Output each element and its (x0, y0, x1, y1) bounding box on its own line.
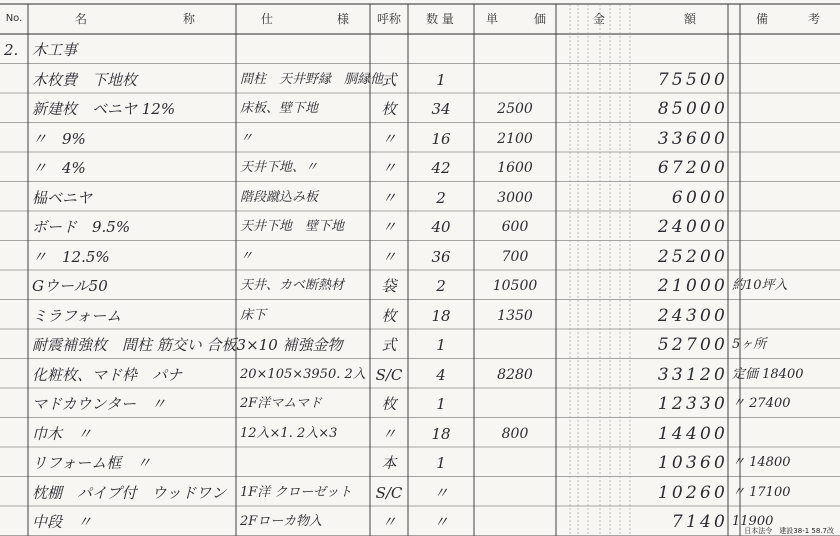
row-price: 3000 (497, 189, 533, 206)
row-note (732, 95, 838, 123)
row-amount (590, 36, 728, 64)
row-price (474, 449, 556, 477)
row-amount: 7140 (671, 512, 728, 532)
row-spec: 階段蹴込み板 (240, 189, 319, 205)
row-price (474, 479, 556, 507)
row-price (474, 36, 556, 64)
row-note (732, 184, 838, 212)
row-qty: 1 (436, 395, 446, 413)
row-amount: 33600 (657, 128, 728, 149)
row-price: 1350 (497, 307, 533, 324)
row-price: 700 (501, 248, 529, 265)
row-amount: 10260 (657, 482, 728, 503)
row-qty (408, 36, 474, 64)
row-spec: 〃 (240, 248, 254, 264)
row-unit: 〃 (381, 188, 397, 207)
row-amount: 21000 (657, 276, 728, 296)
row-no (4, 508, 28, 536)
row-note (732, 36, 838, 64)
row-price: 2100 (497, 130, 533, 147)
row-note: 約10坪入 (732, 278, 788, 293)
header-price-1: 単 (485, 12, 500, 26)
row-qty: 40 (431, 218, 451, 236)
row-qty: 34 (431, 100, 451, 118)
row-amount: 10360 (657, 453, 728, 473)
row-amount: 33120 (657, 364, 728, 385)
row-no (4, 272, 28, 300)
row-qty: 36 (431, 247, 451, 266)
row-qty: 42 (431, 159, 451, 177)
row-spec (240, 331, 368, 359)
row-name: 中段 〃 (32, 513, 93, 531)
row-name: 耐震補強枚 間柱 筋交い 合板3×10 補強金物 (32, 336, 343, 354)
row-spec: 2Fローカ物入 (240, 514, 323, 529)
header-spec-2: 様 (336, 12, 351, 26)
row-unit: 枚 (381, 100, 397, 118)
row-qty: 2 (436, 277, 446, 295)
row-note (732, 302, 838, 330)
row-no: 2. (4, 41, 19, 59)
row-qty: 16 (431, 129, 451, 148)
header-price-2: 価 (533, 12, 548, 26)
header-no: No. (5, 13, 23, 24)
row-spec: 12入×1. 2入×3 (240, 425, 338, 441)
row-no (4, 361, 28, 389)
row-no (4, 449, 28, 477)
row-amount: 85000 (657, 99, 728, 119)
row-name: 〃 4% (32, 159, 86, 177)
row-no (4, 95, 28, 123)
row-unit (370, 36, 408, 64)
row-name: 新建枚 ベニヤ 12% (32, 100, 176, 118)
row-qty: 2 (436, 188, 446, 207)
row-note (732, 125, 838, 153)
row-name: 巾木 〃 (32, 424, 93, 443)
row-no (4, 154, 28, 182)
row-name: 〃 12.5% (32, 247, 110, 266)
row-name: ボード 9.5% (32, 218, 131, 236)
row-unit: 枚 (381, 395, 397, 413)
row-amount: 52700 (657, 335, 728, 355)
row-name: 化粧枚、マド枠 パナ (32, 365, 183, 384)
row-qty: 1 (436, 336, 446, 354)
row-name: 〃 9% (32, 129, 86, 148)
row-qty: 〃 (433, 483, 449, 502)
header-name-1: 名 (74, 12, 89, 26)
row-note (732, 66, 838, 94)
row-no (4, 184, 28, 212)
row-spec (240, 449, 368, 477)
row-price: 8280 (497, 366, 533, 383)
row-unit: 本 (381, 454, 397, 472)
row-note (732, 243, 838, 271)
row-price (474, 508, 556, 536)
row-amount: 6000 (671, 187, 728, 208)
header-name-2: 称 (182, 12, 197, 26)
row-amount: 25200 (657, 246, 728, 267)
header-qty: 数 量 (426, 12, 454, 26)
row-price (474, 390, 556, 418)
header-amount-1: 金 (592, 12, 607, 26)
row-spec: 1F洋 クローゼット (240, 484, 352, 500)
row-name: 木枚費 下地枚 (32, 70, 138, 89)
row-spec (240, 36, 368, 64)
row-unit: S/C (375, 365, 403, 384)
row-amount: 24000 (657, 217, 728, 237)
row-spec: 2F洋マムマド (240, 396, 323, 411)
row-name: Gウール50 (32, 277, 108, 295)
row-spec: 天井下地、〃 (240, 160, 319, 175)
header-amount-2: 額 (683, 12, 698, 26)
row-qty: 18 (431, 306, 451, 325)
row-name: リフォーム框 〃 (32, 454, 152, 472)
row-unit: 枚 (381, 306, 397, 325)
row-qty: 18 (431, 424, 451, 443)
row-unit: 〃 (381, 218, 397, 236)
row-amount: 14400 (657, 423, 728, 444)
row-amount: 67200 (657, 158, 728, 178)
row-no (4, 243, 28, 271)
row-spec: 〃 (240, 130, 254, 146)
row-note: 〃 27400 (732, 396, 791, 411)
row-note (732, 154, 838, 182)
row-note: 〃 14800 (732, 455, 791, 470)
form-footer: 日本法令 建設38-1 58.7改 (744, 527, 834, 535)
row-no (4, 125, 28, 153)
row-unit: 袋 (381, 277, 397, 295)
row-no (4, 66, 28, 94)
row-amount: 12330 (657, 394, 728, 414)
row-unit: 式 (381, 336, 397, 354)
row-no (4, 331, 28, 359)
row-unit: 〃 (381, 513, 397, 531)
row-spec: 間柱 天井野縁 胴縁他 (240, 71, 384, 87)
row-price: 10500 (492, 278, 538, 294)
row-note: 11900 (732, 514, 774, 529)
header-note-2: 考 (807, 12, 822, 26)
row-no (4, 302, 28, 330)
header-spec-1: 仕 (260, 12, 275, 26)
row-no (4, 420, 28, 448)
row-name: 木工事 (32, 41, 78, 59)
row-amount: 75500 (657, 69, 728, 90)
row-qty: 4 (436, 365, 446, 384)
row-note: 5ヶ所 (732, 337, 767, 352)
row-name: 枕棚 パイプ付 ウッドワン (32, 483, 227, 502)
row-price: 800 (501, 425, 529, 442)
row-spec: 天井、カベ断熱材 (240, 278, 345, 293)
row-price (474, 331, 556, 359)
row-note (732, 420, 838, 448)
row-qty: 1 (436, 70, 446, 89)
row-qty: 〃 (433, 513, 449, 531)
row-price: 1600 (497, 160, 533, 176)
header-unit: 呼称 (376, 12, 401, 26)
row-unit: 〃 (381, 424, 397, 443)
row-amount: 24300 (657, 305, 728, 326)
row-name: ミラフォーム (32, 306, 122, 325)
row-spec: 天井下地 壁下地 (240, 219, 345, 234)
row-price (474, 66, 556, 94)
row-no (4, 479, 28, 507)
row-price: 2500 (497, 101, 533, 117)
row-note: 〃 17100 (732, 484, 791, 500)
row-unit: 〃 (381, 159, 397, 177)
row-qty: 1 (436, 454, 446, 472)
row-name: 榀ベニヤ (32, 188, 93, 207)
row-spec: 床板、壁下地 (240, 101, 319, 116)
row-unit: 〃 (381, 129, 397, 148)
row-no (4, 390, 28, 418)
row-spec: 20×105×3950. 2入 (240, 366, 366, 382)
row-spec: 床下 (240, 307, 267, 323)
header-note-1: 備 (755, 12, 770, 26)
row-no (4, 213, 28, 241)
row-name: マドカウンター 〃 (32, 395, 166, 413)
row-unit: 〃 (381, 247, 397, 266)
row-unit: 式 (381, 70, 397, 89)
row-unit: S/C (375, 483, 403, 502)
row-note: 定価 18400 (732, 366, 804, 382)
row-price: 600 (501, 219, 529, 235)
row-note (732, 213, 838, 241)
